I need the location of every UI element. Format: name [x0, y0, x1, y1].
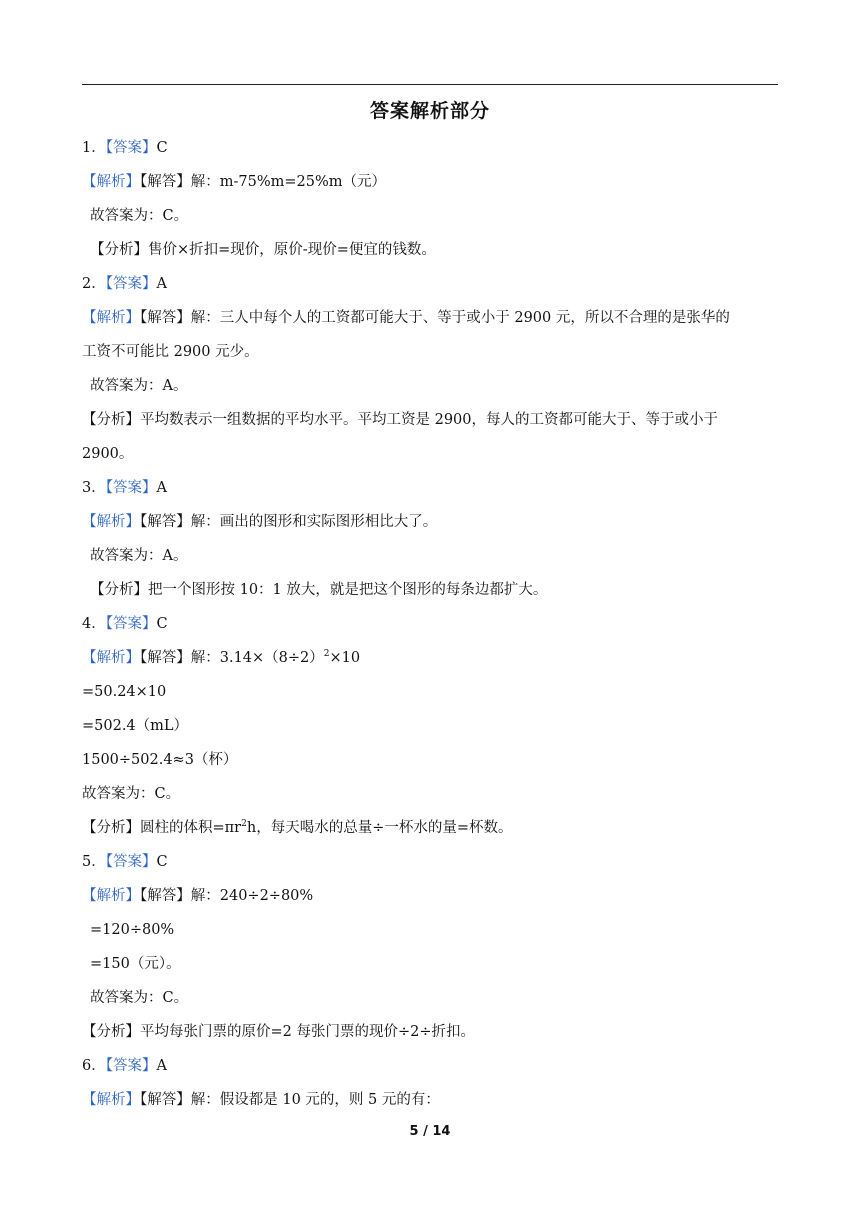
q3-number: 3．: [82, 480, 106, 496]
q5-answer-line: [82, 852, 782, 872]
answer-tag: 【答案】: [105, 480, 157, 496]
q5-step-1: =120÷80%: [90, 922, 175, 938]
q6-solution: 【解答】解：假设都是 10 元的，则 5 元的有：: [140, 1092, 440, 1108]
q2-conclusion: 故答案为：A。: [90, 378, 188, 394]
answer-tag: 【答案】: [105, 276, 157, 292]
q1-answer-line: [82, 138, 782, 158]
q6-answer: A: [156, 1058, 167, 1074]
q1-conclusion: 故答案为：C。: [90, 208, 189, 224]
q3-answer: A: [156, 480, 167, 496]
q5-conclusion: 故答案为：C。: [90, 990, 189, 1006]
q4-analysis: [82, 818, 782, 840]
q1-solution: 【解答】解：m-75%m=25%m（元）: [140, 174, 387, 190]
q4-step-2: =502.4（mL）: [82, 718, 189, 734]
analysis-tag: 【解析】: [82, 650, 140, 666]
answer-tag: 【答案】: [105, 854, 157, 870]
q3-solution: 【解答】解：画出的图形和实际图形相比大了。: [140, 514, 438, 530]
q2-solution-line: [82, 308, 782, 328]
q3-conclusion: 故答案为：A。: [90, 548, 188, 564]
q2-solution: 【解答】解：三人中每个人的工资都可能大于、等于或小于 2900 元，所以不合理的是张华的: [140, 310, 730, 326]
page-number: 5 / 14: [409, 1124, 451, 1139]
analysis-tag: 【解析】: [82, 514, 140, 530]
page-title: 答案解析部分: [369, 100, 490, 122]
q2-number: 2．: [82, 276, 106, 292]
q4-answer-line: [82, 614, 782, 634]
analysis-tag: 【解析】: [82, 888, 140, 904]
q4-analysis-a: 【分析】圆柱的体积=πr: [82, 820, 242, 836]
analysis-tag: 【解析】: [82, 310, 140, 326]
q6-answer-line: [82, 1056, 782, 1076]
q3-solution-line: [82, 512, 782, 532]
q3-answer-line: [82, 478, 782, 498]
q4-solution-line: [82, 648, 782, 670]
q2-analysis-cont: 2900。: [82, 446, 134, 462]
q2-analysis: 【分析】平均数表示一组数据的平均水平。平均工资是 2900，每人的工资都可能大于、等于或小于: [82, 412, 719, 428]
header-rule: [82, 84, 778, 85]
q4-number: 4．: [82, 616, 106, 632]
q4-solution-a: 【解答】解：3.14×（8÷2）: [140, 650, 324, 666]
q5-answer: C: [156, 854, 168, 870]
answer-tag: 【答案】: [105, 616, 157, 632]
analysis-tag: 【解析】: [82, 174, 140, 190]
q4-step-1: =50.24×10: [82, 684, 167, 700]
q2-answer-line: [82, 274, 782, 294]
q1-solution-line: [82, 172, 782, 192]
q5-step-2: =150（元）。: [90, 956, 181, 972]
q1-answer: C: [156, 140, 168, 156]
q1-analysis: 【分析】售价×折扣=现价，原价-现价=便宜的钱数。: [90, 242, 436, 258]
answer-tag: 【答案】: [105, 1058, 157, 1074]
q4-answer: C: [156, 616, 168, 632]
q6-number: 6．: [82, 1058, 106, 1074]
q2-answer: A: [156, 276, 167, 292]
q5-analysis: 【分析】平均每张门票的原价=2 每张门票的现价÷2÷折扣。: [82, 1024, 476, 1040]
q3-analysis: 【分析】把一个图形按 10：1 放大，就是把这个图形的每条边都扩大。: [90, 582, 548, 598]
q4-superscript: 2: [323, 649, 330, 659]
analysis-tag: 【解析】: [82, 1092, 140, 1108]
q4-step-3: 1500÷502.4≈3（杯）: [82, 752, 238, 768]
q2-solution-cont: 工资不可能比 2900 元少。: [82, 344, 259, 360]
q1-number: 1．: [82, 140, 106, 156]
q5-solution: 【解答】解：240÷2÷80%: [140, 888, 314, 904]
q5-number: 5．: [82, 854, 106, 870]
q4-solution-b: ×10: [329, 650, 361, 666]
q5-solution-line: [82, 886, 782, 906]
q4-conclusion: 故答案为：C。: [82, 786, 181, 802]
q4-analysis-b: h，每天喝水的总量÷一杯水的量=杯数。: [246, 820, 513, 836]
q4-analysis-superscript: 2: [241, 819, 247, 829]
q6-solution-line: [82, 1090, 782, 1110]
answer-tag: 【答案】: [105, 140, 157, 156]
